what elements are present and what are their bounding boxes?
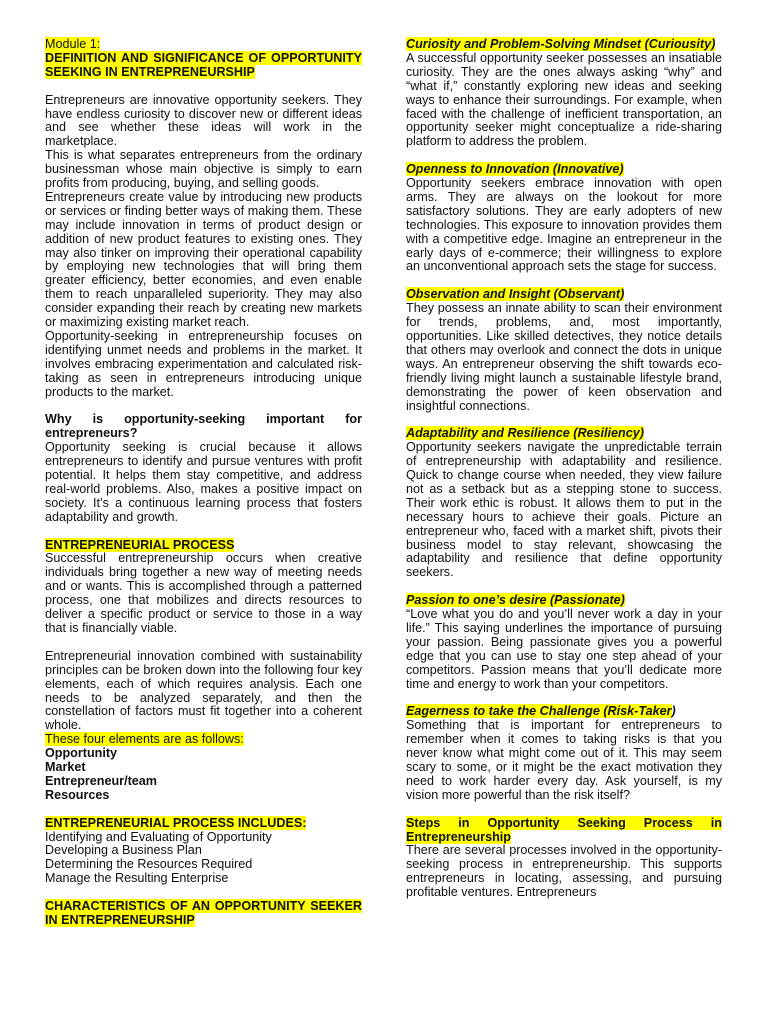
innovation-paragraph: Entrepreneurial innovation combined with sustainability principles can be broken down into the following four key elements, each of which requires analysis. Each one needs to be analyzed separately, and then the constellation of factors must fit together into a coherent whole. (45, 648, 362, 733)
section-text-innovative: Opportunity seekers embrace innovation with open arms. They are always on the lookout for more satisfactory solutions. They are early adopters of new technologies. This exposure to innovation provides them with a competitive edge. Imagine an entrepreneur in the early days of e-commerce; their willingness to explore an unconventional approach sets the stage for success. (406, 176, 722, 274)
section-heading-innovative: Openness to Innovation (Innovative) (406, 162, 624, 177)
intro-paragraph: Entrepreneurs create value by introducing new products or services or finding better ways of making them. These may include innovation in terms of product design or addition of new product features to existing ones. They may also tinker on improving their operational capability by employing new technologies that will bring them greater efficiency, better economies, and even enable them to reach unparalleled superiority. They may also consider expanding their reach by creating new markets or maximizing existing market reach. (45, 189, 362, 330)
section-heading-observant: Observation and Insight (Observant) (406, 287, 625, 302)
section-text-resiliency: Opportunity seekers navigate the unpredictable terrain of entrepreneurship with adaptability and resilience. Quick to change course when needed, they view failure not as a setback but as a stepping stone to success. Their work ethic is robust. It allows them to put in the necessary hours to achieve their goals. Picture an entrepreneur who, faced with a market shift, pivots their business model to stay relevant, showcasing the adaptability and resilience that define opportunity seekers. (406, 440, 722, 580)
element-item: Market (45, 760, 86, 775)
intro-paragraph: This is what separates entrepreneurs from the ordinary businessman whose main objective is simply to earn profits from producing, buying, and selling goods. (45, 148, 362, 191)
section-heading-resiliency: Adaptability and Resilience (Resiliency) (406, 426, 644, 441)
section-text-passionate: “Love what you do and you’ll never work a day in your life.” This saying underlines the importance of pursuing your passion. Being passionate gives you a powerful edge that you can use to stay one step ahead of your competitors. Passion means that you’ll dedicate more time and energy to work than your competitors. (406, 607, 722, 691)
section-heading-risk-taker: Eagerness to take the Challenge (Risk-Taker) (406, 704, 676, 719)
section-heading-passionate: Passion to one’s desire (Passionate) (406, 593, 625, 608)
section-heading-curiosity: Curiosity and Problem-Solving Mindset (Curiousity) (406, 37, 716, 51)
process-heading: ENTREPRENEURIAL PROCESS (45, 537, 235, 552)
steps-paragraph: There are several processes involved in the opportunity-seeking process in entrepreneurship. This supports entrepreneurs in locating, assessing, and pursuing profitable ventures. Entrepreneurs (406, 843, 722, 900)
intro-paragraph: Entrepreneurs are innovative opportunity seekers. They have endless curiosity to discover new or different ideas and see whether these ideas will work in the marketplace. (45, 92, 362, 149)
steps-heading: Steps in Opportunity Seeking Process in Entrepreneurship (406, 815, 722, 844)
characteristics-heading: CHARACTERISTICS OF AN OPPORTUNITY SEEKER IN ENTREPRENEURSHIP (45, 899, 362, 927)
section-text-curiosity: A successful opportunity seeker possesses an insatiable curiosity. They are the ones always asking “why” and “what if,” constantly exploring new ideas and seeking ways to enhance their surroundings. For example, when faced with the challenge of inefficient transportation, an opportunity seeker might conceptualize a ride-sharing platform to address the problem. (406, 50, 722, 149)
includes-item: Identifying and Evaluating of Opportunity (45, 829, 272, 844)
includes-item: Manage the Resulting Enterprise (45, 871, 229, 886)
module-label: Module 1: (45, 37, 101, 51)
intro-paragraph: Opportunity-seeking in entrepreneurship focuses on identifying unmet needs and problems in the market. It involves embracing experimentation and calculated risk-taking as seen in entrepreneurs introducing unique products to the market. (45, 329, 362, 399)
element-item: Entrepreneur/team (45, 773, 157, 788)
includes-item: Determining the Resources Required (45, 857, 253, 872)
includes-item: Developing a Business Plan (45, 843, 202, 858)
why-heading: Why is opportunity-seeking important for entrepreneurs? (45, 412, 362, 441)
element-item: Opportunity (45, 746, 118, 761)
process-paragraph: Successful entrepreneurship occurs when creative individuals bring together a new way of meeting needs and or wants. This is accomplished through a patterned process, one that mobilizes and directs resources to deliver a specific product or service to those in a way that is financially viable. (45, 551, 362, 636)
includes-heading: ENTREPRENEURIAL PROCESS INCLUDES: (45, 815, 307, 830)
left-column (45, 38, 362, 928)
elements-intro: These four elements are as follows: (45, 732, 244, 747)
why-paragraph: Opportunity seeking is crucial because it allows entrepreneurs to identify and pursue ventures with profit potential. It helps them stay competitive, and address real-world problems. Also, makes a positive impact on society. It’s a continuous learning process that fosters adaptability and growth. (45, 440, 362, 524)
element-item: Resources (45, 787, 110, 802)
section-text-observant: They possess an innate ability to scan their environment for trends, problems, and, most importantly, opportunities. Like skilled detectives, they notice details that others may overlook and connect the dots in unique ways. An entrepreneur observing the shift towards eco-friendly living might launch a sustainable lifestyle brand, demonstrating the power of keen observation and insightful connections. (406, 301, 722, 413)
right-column (406, 38, 722, 900)
section-text-risk-taker: Something that is important for entrepreneurs to remember when it comes to taking risks is that you never know what might come out of it. This may seem scary to some, or it might be the exact motivation they need to work harder every day. Ask yourself, is my vision more powerful than the risk itself? (406, 718, 722, 802)
main-title: DEFINITION AND SIGNIFICANCE OF OPPORTUNITY SEEKING IN ENTREPRENEURSHIP (45, 50, 362, 79)
